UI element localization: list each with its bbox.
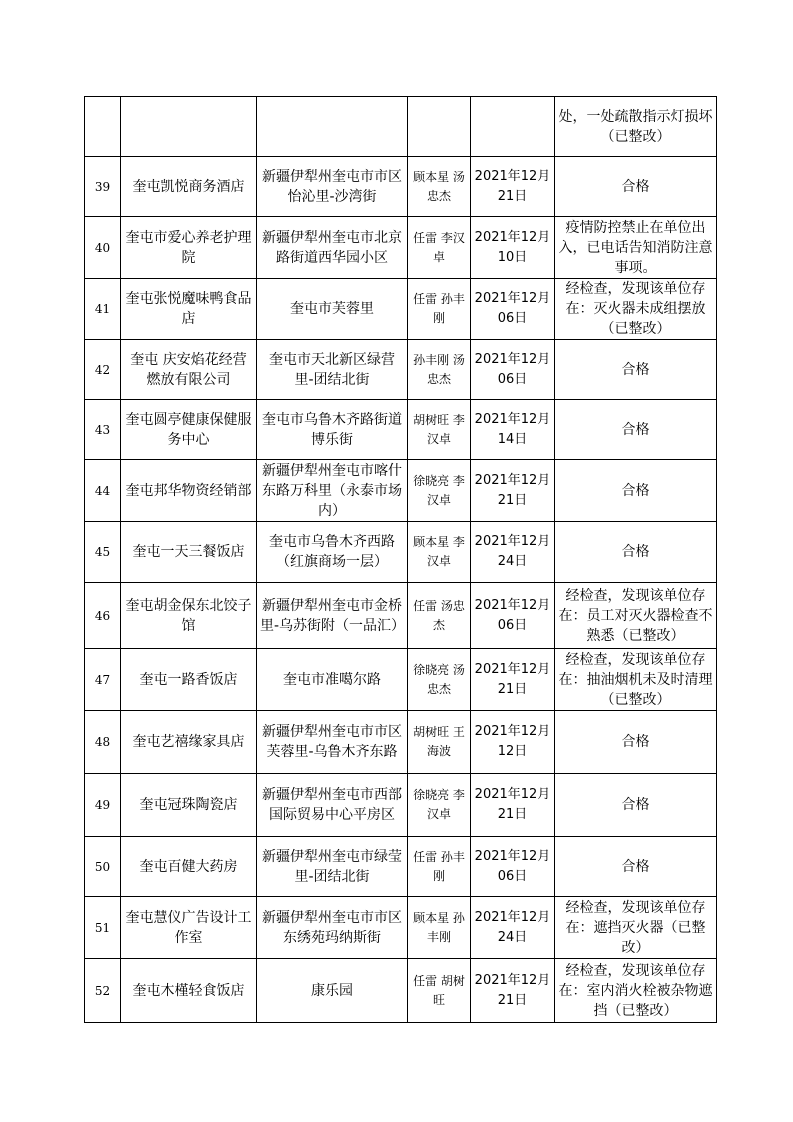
row-number-cell	[85, 97, 121, 157]
unit-name-cell: 奎屯木槿轻食饭店	[121, 959, 257, 1023]
unit-address-cell: 奎屯市准噶尔路	[257, 649, 408, 711]
unit-name-cell: 奎屯艺禧缘家具店	[121, 711, 257, 774]
unit-address-cell: 新疆伊犁州奎屯市北京路街道西华园小区	[257, 217, 408, 279]
inspectors-cell: 任雷 胡树旺	[408, 959, 471, 1023]
unit-address-cell: 新疆伊犁州奎屯市市区怡沁里-沙湾街	[257, 157, 408, 217]
inspectors-cell: 孙丰刚 汤忠杰	[408, 340, 471, 400]
inspection-date-cell: 2021年12月06日	[471, 340, 555, 400]
table-row	[85, 959, 717, 1023]
inspectors-cell: 顾本星 孙丰刚	[408, 897, 471, 959]
inspection-date-cell	[471, 97, 555, 157]
inspection-date-cell: 2021年12月24日	[471, 522, 555, 583]
unit-name-cell: 奎屯一路香饭店	[121, 649, 257, 711]
row-number-cell: 39	[85, 157, 121, 217]
inspection-date-cell: 2021年12月06日	[471, 837, 555, 897]
row-number-cell: 47	[85, 649, 121, 711]
inspectors-cell: 任雷 孙丰刚	[408, 279, 471, 340]
table-row	[85, 837, 717, 897]
inspection-date-cell: 2021年12月06日	[471, 279, 555, 340]
inspectors-cell: 徐晓亮 汤忠杰	[408, 649, 471, 711]
row-number-cell: 44	[85, 460, 121, 522]
unit-name-cell: 奎屯凯悦商务酒店	[121, 157, 257, 217]
inspection-result-cell: 合格	[555, 774, 717, 837]
inspection-date-cell: 2021年12月24日	[471, 897, 555, 959]
row-number-cell: 51	[85, 897, 121, 959]
unit-name-cell: 奎屯张悦魔味鸭食品店	[121, 279, 257, 340]
inspection-date-cell: 2021年12月12日	[471, 711, 555, 774]
inspection-result-cell: 合格	[555, 460, 717, 522]
inspection-date-cell: 2021年12月21日	[471, 774, 555, 837]
table-row	[85, 97, 717, 157]
inspection-result-cell: 经检查，发现该单位存在：员工对灭火器检查不熟悉（已整改）	[555, 583, 717, 649]
unit-name-cell: 奎屯邦华物资经销部	[121, 460, 257, 522]
inspection-result-cell: 合格	[555, 711, 717, 774]
unit-address-cell: 新疆伊犁州奎屯市喀什东路万科里（永泰市场内）	[257, 460, 408, 522]
inspectors-cell: 任雷 孙丰刚	[408, 837, 471, 897]
table-row	[85, 897, 717, 959]
table-row	[85, 400, 717, 460]
inspection-date-cell: 2021年12月21日	[471, 649, 555, 711]
inspectors-cell: 胡树旺 王海波	[408, 711, 471, 774]
table-row	[85, 217, 717, 279]
table-row	[85, 711, 717, 774]
inspection-date-cell: 2021年12月21日	[471, 460, 555, 522]
inspection-date-cell: 2021年12月21日	[471, 157, 555, 217]
row-number-cell: 48	[85, 711, 121, 774]
unit-address-cell: 新疆伊犁州奎屯市绿莹里-团结北街	[257, 837, 408, 897]
unit-address-cell: 奎屯市芙蓉里	[257, 279, 408, 340]
row-number-cell: 50	[85, 837, 121, 897]
unit-address-cell: 新疆伊犁州奎屯市金桥里-乌苏街附（一品汇）	[257, 583, 408, 649]
unit-address-cell: 新疆伊犁州奎屯市西部国际贸易中心平房区	[257, 774, 408, 837]
inspection-date-cell: 2021年12月10日	[471, 217, 555, 279]
table-row	[85, 583, 717, 649]
unit-address-cell: 奎屯市天北新区绿营里-团结北街	[257, 340, 408, 400]
unit-address-cell: 奎屯市乌鲁木齐西路（红旗商场一层）	[257, 522, 408, 583]
inspection-result-cell: 合格	[555, 340, 717, 400]
inspection-date-cell: 2021年12月06日	[471, 583, 555, 649]
unit-address-cell: 奎屯市乌鲁木齐路街道博乐街	[257, 400, 408, 460]
row-number-cell: 49	[85, 774, 121, 837]
unit-name-cell: 奎屯胡金保东北饺子馆	[121, 583, 257, 649]
inspection-result-cell: 经检查，发现该单位存在：遮挡灭火器（已整改）	[555, 897, 717, 959]
unit-name-cell: 奎屯一天三餐饭店	[121, 522, 257, 583]
inspection-result-cell: 合格	[555, 837, 717, 897]
inspectors-cell: 顾本星 李汉卓	[408, 522, 471, 583]
unit-name-cell: 奎屯慧仪广告设计工作室	[121, 897, 257, 959]
table-row	[85, 460, 717, 522]
table-row	[85, 157, 717, 217]
row-number-cell: 43	[85, 400, 121, 460]
inspectors-cell: 胡树旺 李汉卓	[408, 400, 471, 460]
row-number-cell: 45	[85, 522, 121, 583]
unit-address-cell: 新疆伊犁州奎屯市市区东绣苑玛纳斯街	[257, 897, 408, 959]
unit-name-cell	[121, 97, 257, 157]
inspection-result-cell: 经检查，发现该单位存在：室内消火栓被杂物遮挡（已整改）	[555, 959, 717, 1023]
inspection-result-cell: 处，一处疏散指示灯损坏（已整改）	[555, 97, 717, 157]
inspectors-cell: 徐晓亮 李汉卓	[408, 774, 471, 837]
inspection-result-cell: 疫情防控禁止在单位出入，已电话告知消防注意事项。	[555, 217, 717, 279]
row-number-cell: 40	[85, 217, 121, 279]
inspection-date-cell: 2021年12月21日	[471, 959, 555, 1023]
row-number-cell: 41	[85, 279, 121, 340]
inspection-result-cell: 合格	[555, 522, 717, 583]
table-row	[85, 522, 717, 583]
inspectors-cell: 顾本星 汤忠杰	[408, 157, 471, 217]
unit-name-cell: 奎屯圆亭健康保健服务中心	[121, 400, 257, 460]
table-row	[85, 649, 717, 711]
unit-name-cell: 奎屯冠珠陶瓷店	[121, 774, 257, 837]
inspectors-cell: 任雷 李汉卓	[408, 217, 471, 279]
inspection-date-cell: 2021年12月14日	[471, 400, 555, 460]
inspection-result-cell: 经检查，发现该单位存在：灭火器未成组摆放（已整改）	[555, 279, 717, 340]
row-number-cell: 42	[85, 340, 121, 400]
inspection-table	[84, 96, 717, 1023]
unit-name-cell: 奎屯 庆安焰花经营燃放有限公司	[121, 340, 257, 400]
inspectors-cell: 任雷 汤忠杰	[408, 583, 471, 649]
unit-address-cell: 新疆伊犁州奎屯市市区芙蓉里-乌鲁木齐东路	[257, 711, 408, 774]
unit-address-cell	[257, 97, 408, 157]
inspectors-cell: 徐晓亮 李汉卓	[408, 460, 471, 522]
unit-name-cell: 奎屯百健大药房	[121, 837, 257, 897]
row-number-cell: 52	[85, 959, 121, 1023]
inspectors-cell	[408, 97, 471, 157]
inspection-result-cell: 合格	[555, 400, 717, 460]
table-row	[85, 340, 717, 400]
inspection-table-body	[85, 97, 717, 1023]
unit-name-cell: 奎屯市爱心养老护理院	[121, 217, 257, 279]
table-row	[85, 774, 717, 837]
inspection-result-cell: 合格	[555, 157, 717, 217]
inspection-result-cell: 经检查，发现该单位存在：抽油烟机未及时清理（已整改）	[555, 649, 717, 711]
row-number-cell: 46	[85, 583, 121, 649]
table-row	[85, 279, 717, 340]
unit-address-cell: 康乐园	[257, 959, 408, 1023]
